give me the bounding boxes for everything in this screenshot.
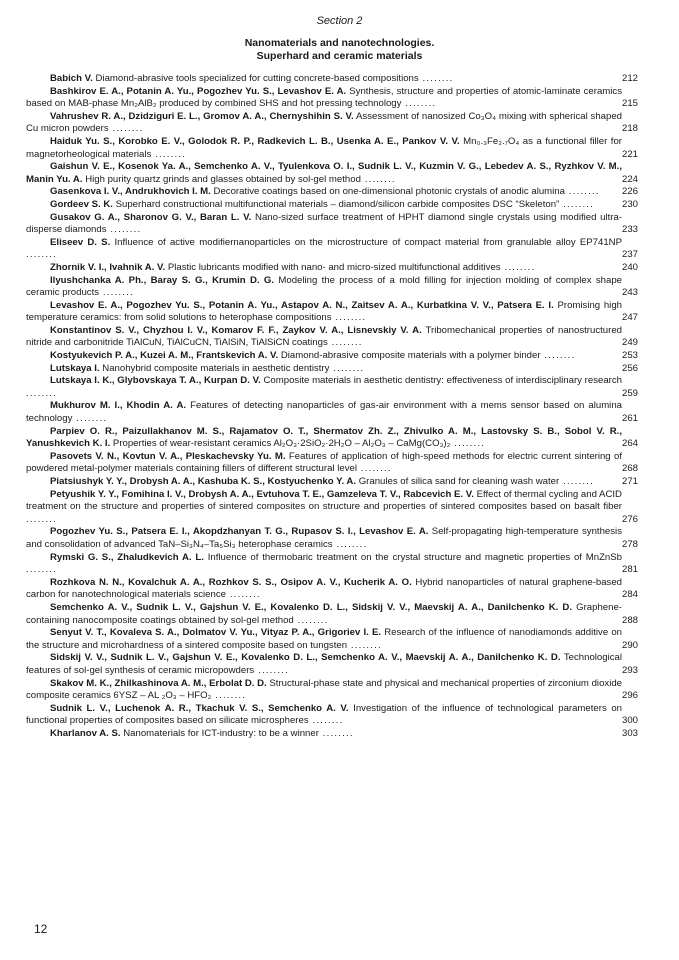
entry-authors: Piatsiushyk Y. Y., Drobysh A. A., Kashuba K. S., Kostyuchenko Y. A. xyxy=(50,476,357,487)
entry-title: Diamond-abrasive tools specialized for cutting concrete-based compositions xyxy=(95,73,419,84)
toc-entry xyxy=(26,489,652,527)
entry-page-number: 226 xyxy=(622,186,639,198)
entry-page-number: 221 xyxy=(622,148,639,160)
toc-entry xyxy=(26,199,652,212)
entry-title: Composite materials in aesthetic dentistry: effectiveness of interdisciplinary research xyxy=(263,375,622,387)
toc-entry xyxy=(26,678,652,703)
entry-page-number: 233 xyxy=(622,224,639,236)
entry-authors: Levashov E. A., Pogozhev Yu. S., Potanin A. Yu., Astapov A. N., Zaitsev A. A., Kurbatkina V. V., Patsera E. I. xyxy=(50,299,554,311)
dot-leader: ........ xyxy=(327,337,363,349)
entry-title: Nano-sized surface treatment of HPHT diamond single crystals using modified ultra-disperse diamonds xyxy=(26,211,622,236)
dot-leader: ........ xyxy=(26,564,57,576)
entry-page-number: 290 xyxy=(622,639,639,651)
page-number: 12 xyxy=(34,922,48,936)
section-title-line-2: Superhard and ceramic materials xyxy=(256,50,423,62)
entry-authors: Rymski G. S., Zhaludkevich A. L. xyxy=(50,551,204,563)
entry-page-number: 224 xyxy=(622,173,639,185)
entry-page-number: 284 xyxy=(622,589,639,601)
toc-entry xyxy=(26,237,652,262)
entry-title: Influence of active modifiernanoparticles on the microstructure of compact material from granulable alloy EP741NP xyxy=(114,236,623,248)
entry-authors: Pasovets V. N., Kovtun V. A., Pleskachevsky Yu. M. xyxy=(50,450,286,462)
entry-page-number: 264 xyxy=(622,438,639,450)
entry-title: Structural-phase state and physical and mechanical properties of zirconium dioxide composite ceramics 6YSZ – AL ₂O₃ – HFO₂ xyxy=(26,677,622,702)
toc-entry xyxy=(26,526,652,551)
entry-page-number: 247 xyxy=(622,312,639,324)
entry-authors: Haiduk Yu. S., Korobko E. V., Golodok R. P., Radkevich L. B., Usenka A. E., Pankov V. V. xyxy=(50,135,460,147)
entry-authors: Mukhurov M. I., Khodin A. A. xyxy=(50,400,187,412)
dot-leader: ........ xyxy=(254,664,290,676)
entry-title: Effect of thermal cycling and ACID treatment on the structure and properties of sintered composites on structure and properties of sintered composites based on basalt fiber xyxy=(26,488,622,513)
entry-title: Diamond-abrasive composite materials with a polymer binder xyxy=(280,350,541,362)
dot-leader: ........ xyxy=(225,589,261,601)
entry-title: Tribomechanical properties of nanostructured nitride and carbonitride TiAlCuN, TiAlCuCN, TiAlSiN, TiAlSiCN coatings xyxy=(26,324,623,349)
dot-leader: ........ xyxy=(108,123,144,135)
entry-authors: Lutskaya I. xyxy=(50,362,100,374)
dot-leader: ........ xyxy=(99,287,134,299)
entry-authors: Zhornik V. I., Ivahnik A. V. xyxy=(50,261,166,273)
entry-page-number: 243 xyxy=(622,287,639,299)
dot-leader: ........ xyxy=(318,727,354,739)
toc-entry xyxy=(26,350,652,363)
toc-entry xyxy=(26,300,652,325)
entry-authors: Sudnik L. V., Luchenok A. R., Tkachuk V. S., Semchenko A. V. xyxy=(50,702,349,714)
dot-leader: ........ xyxy=(308,715,344,727)
dot-leader: ........ xyxy=(500,261,536,273)
dot-leader: ........ xyxy=(106,224,142,236)
entry-authors: Semchenko A. V., Sudnik L. V., Gajshun V. E., Kovalenko D. L., Sidskij V. V., Maevskij A. A., Danilchenko K. D. xyxy=(50,601,573,613)
dot-leader: ........ xyxy=(72,413,108,425)
dot-leader: ........ xyxy=(331,312,367,324)
dot-leader: ........ xyxy=(211,690,247,702)
toc-entry xyxy=(26,476,652,489)
entry-title: Nanohybrid composite materials in aesthetic dentistry xyxy=(102,362,330,374)
entry-title: Mn₀.₃Fe₂.₇O₄ as a functional filler for magnetorheological materials xyxy=(26,135,623,160)
entry-page-number: 261 xyxy=(622,413,639,425)
entry-authors: Senyut V. T., Kovaleva S. A., Dolmatov V. Yu., Vityaz P. A., Grigoriev I. E. xyxy=(50,627,382,639)
entry-page-number: 240 xyxy=(622,261,639,273)
entry-page-number: 237 xyxy=(622,249,639,261)
entry-title: Assessment of nanosized Co₃O₄ mixing with spherical shaped Cu micron powders xyxy=(26,110,623,135)
dot-leader: ........ xyxy=(559,476,595,487)
entry-title: Superhard constructional multifunctional materials – diamond/silicon carbide composites DSC “Skeleton” xyxy=(115,198,560,210)
entry-title: Nanomaterials for ICT-industry: to be a winner xyxy=(123,727,319,739)
toc-entry xyxy=(26,375,652,400)
toc-entry xyxy=(26,426,652,451)
dot-leader: ........ xyxy=(26,513,57,525)
dot-leader: ........ xyxy=(559,198,595,210)
entry-authors: Gordeev S. K. xyxy=(50,198,113,210)
toc-entry xyxy=(26,136,652,161)
dot-leader: ........ xyxy=(293,614,329,626)
entry-page-number: 249 xyxy=(622,337,639,349)
entry-title: Promising high temperature ceramics: from solid solutions to heterophase compositions xyxy=(26,299,622,324)
entry-title: Properties of wear-resistant ceramics Al₂O₃·2SiO₂·2H₂O – Al₂O₃ – CaMg(CO₃)₂ xyxy=(112,438,451,450)
entry-page-number: 259 xyxy=(622,387,639,399)
entry-authors: Lutskaya I. K., Glybovskaya T. A., Kurpan D. V. xyxy=(50,375,261,387)
dot-leader: ........ xyxy=(564,186,600,198)
toc-entry xyxy=(26,86,652,111)
entry-page-number: 212 xyxy=(622,73,639,84)
entry-page-number: 293 xyxy=(622,664,639,676)
entry-title: Research of the influence of nanodiamonds additive on the structure and microhardness of a sintered composite based on tungsten xyxy=(26,627,623,651)
entry-title: Decorative coatings based on one-dimensional photonic crystals of anodic alumina xyxy=(213,186,565,198)
dot-leader: ........ xyxy=(450,438,486,450)
entry-page-number: 256 xyxy=(622,362,639,374)
entry-page-number: 215 xyxy=(622,98,639,110)
entry-authors: Konstantinov S. V., Chyzhou I. V., Komarov F. F., Zaykov V. A., Lisnevskiy V. A. xyxy=(50,324,422,336)
toc-entry xyxy=(26,728,652,741)
toc-entry xyxy=(26,186,652,199)
entry-page-number: 271 xyxy=(622,476,639,487)
toc-entry xyxy=(26,262,652,275)
toc-entry xyxy=(26,111,652,136)
entry-page-number: 218 xyxy=(622,123,639,135)
entry-authors: Parpiev O. R., Paizullakhanov M. S., Rajamatov O. T., Shermatov Zh. Z., Zhivulko A. M., Lastovsky S. B., Sobol V. R., Yanushkevich K. I. xyxy=(26,425,622,450)
entry-title: Hybrid nanoparticles of natural graphene-based carbon for nanotechnological materials science xyxy=(26,576,622,601)
dot-leader: ........ xyxy=(418,73,454,84)
entry-authors: Eliseev D. S. xyxy=(50,236,111,248)
entry-authors: Pogozhev Yu. S., Patsera E. I., Akopdzhanyan T. G., Rupasov S. I., Levashov E. A. xyxy=(50,526,429,538)
entry-title: Influence of thermobaric treatment on the crystal structure and magnetic properties of MnZnSb xyxy=(207,551,623,563)
toc-entry xyxy=(26,451,652,476)
toc-entry xyxy=(26,552,652,577)
dot-leader: ........ xyxy=(540,350,576,362)
entry-page-number: 253 xyxy=(622,350,639,362)
entry-authors: Gasenkova I. V., Andrukhovich I. M. xyxy=(50,186,211,198)
entry-title: Graphene-containing nanocomposite coatings obtained by sol-gel method xyxy=(26,601,622,626)
entry-page-number: 268 xyxy=(622,463,639,475)
entry-authors: Gaishun V. E., Kosenok Ya. A., Semchenko A. V., Tyulenkova O. I., Sudnik L. V., Kuzmin V. G., Lebedev A. S., Ryzhkov V. M., Manin Yu. A. xyxy=(26,161,622,185)
entry-title: Investigation of the influence of technological parameters on functional properties of composites based on silicate microspheres xyxy=(26,702,622,727)
toc-entry xyxy=(26,73,652,86)
dot-leader: ........ xyxy=(26,249,57,261)
entry-title: Plastic lubricants modified with nano- and micro-sized multifunctional additives xyxy=(167,261,501,273)
entry-authors: Babich V. xyxy=(50,73,93,84)
entry-page-number: 230 xyxy=(622,198,639,210)
section-title-line-1: Nanomaterials and nanotechnologies. xyxy=(244,37,435,49)
toc-entry xyxy=(26,703,652,728)
toc-entry xyxy=(26,325,652,350)
entry-page-number: 281 xyxy=(622,564,639,576)
entry-authors: Petyushik Y. Y., Fomihina I. V., Drobysh A. A., Evtuhova T. E., Gamzeleva T. V., Rabcevich E. V. xyxy=(50,488,474,500)
toc-entry xyxy=(26,577,652,602)
entry-title: Modeling the process of a mold filling for injection molding of complex shape ceramic products xyxy=(26,274,622,299)
section-label: Section 2 xyxy=(316,15,363,27)
entry-page-number: 288 xyxy=(622,614,639,626)
dot-leader: ........ xyxy=(356,463,392,475)
entry-title: Features of detecting nanoparticles of gas-air environment with a mems sensor based on alumina technology xyxy=(26,400,622,425)
dot-leader: ........ xyxy=(401,98,437,110)
table-of-contents xyxy=(26,73,652,740)
entry-page-number: 278 xyxy=(622,538,639,550)
entry-authors: Gusakov G. A., Sharonov G. V., Baran L. V. xyxy=(50,211,252,223)
entry-authors: Vahrushev R. A., Dzidziguri E. L., Gromov A. A., Chernyshihin S. V. xyxy=(50,110,354,122)
toc-entry xyxy=(26,627,652,652)
entry-title: Granules of silica sand for cleaning wash water xyxy=(358,476,560,487)
toc-entry xyxy=(26,161,652,186)
entry-authors: Ilyushchanka A. Ph., Baray S. G., Krumin D. G. xyxy=(50,274,275,286)
entry-authors: Kostyukevich P. A., Kuzei A. M., Frantskevich A. V. xyxy=(50,350,279,362)
toc-entry xyxy=(26,652,652,677)
entry-page-number: 300 xyxy=(622,715,639,727)
entry-authors: Sidskij V. V., Sudnik L. V., Gajshun V. E., Kovalenko D. L., Semchenko A. V., Maevskij A. A., Danilchenko K. D. xyxy=(50,652,561,664)
toc-entry xyxy=(26,275,652,300)
section-title xyxy=(0,37,679,63)
dot-leader: ........ xyxy=(151,148,187,160)
entry-page-number: 296 xyxy=(622,690,639,702)
dot-leader: ........ xyxy=(347,639,382,651)
entry-page-number: 303 xyxy=(622,727,639,739)
entry-title: Features of application of high-speed methods for electric current sintering of powdered metal-polymer materials containing fillers of different structural level xyxy=(26,450,622,475)
toc-entry xyxy=(26,602,652,627)
entry-authors: Kharlanov A. S. xyxy=(50,727,121,739)
dot-leader: ........ xyxy=(26,387,57,399)
entry-authors: Rozhkova N. N., Kovalchuk A. A., Rozhkov S. S., Osipov A. V., Kucherik A. O. xyxy=(50,576,412,588)
toc-entry xyxy=(26,400,652,425)
entry-title: High purity quartz grinds and glasses obtained by sol-gel method xyxy=(85,173,361,185)
dot-leader: ........ xyxy=(332,538,368,550)
dot-leader: ........ xyxy=(329,362,365,374)
entry-title: Technological features of sol-gel synthesis of ceramic micropowders xyxy=(26,652,622,676)
toc-entry xyxy=(26,212,652,237)
entry-authors: Bashkirov E. A., Potanin A. Yu., Pogozhev Yu. S., Levashov E. A. xyxy=(50,85,347,97)
entry-authors: Skakov M. K., Zhilkashinova A. M., Erbolat D. D. xyxy=(50,677,267,689)
toc-entry xyxy=(26,363,652,376)
dot-leader: ........ xyxy=(360,173,396,185)
entry-title: Self-propagating high-temperature synthesis and consolidation of advanced TaN–Si₃N₄–Ta₅Si₃ heterophase ceramics xyxy=(26,526,622,550)
entry-title: Synthesis, structure and properties of atomic-laminate ceramics based on MAB-phase Mn₂AlB₂ produced by combined SHS and hot pressing technology xyxy=(26,85,622,110)
entry-page-number: 276 xyxy=(622,513,639,525)
